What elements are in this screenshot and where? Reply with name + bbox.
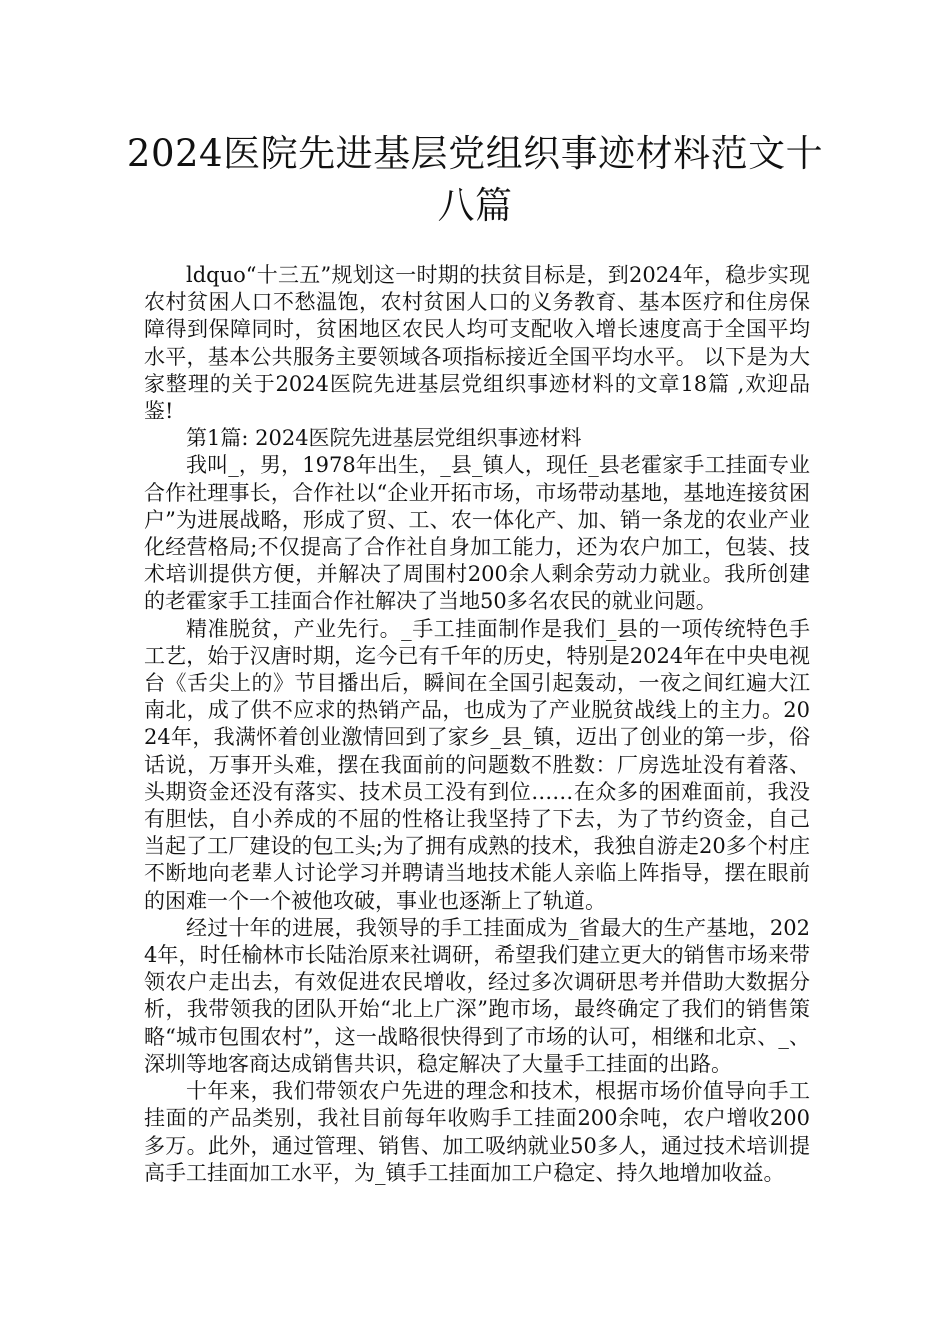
intro-paragraph: ldquo“十三五”规划这一时期的扶贫目标是，到2024年，稳步实现农村贫困人口不愁温饱，农村贫困人口的义务教育、基本医疗和住房保障得到保障同时，贫困地区农民人均可支配收入增长速度高于全国平均水平，基本公共服务主要领域各项指标接近全国平均水平。 以下是为大家整理的关于2024医院先进基层党组织事迹材料的文章18篇 ,欢迎品鉴! — [144, 263, 810, 424]
body-paragraph: 十年来，我们带领农户先进的理念和技术，根据市场价值导向手工挂面的产品类别，我社目前每年收购手工挂面200余吨，农户增收200多万。此外，通过管理、销售、加工吸纳就业50多人，通过技术培训提高手工挂面加工水平，为_镇手工挂面加工户稳定、持久地增加收益。 — [144, 1079, 810, 1185]
body-paragraph: 经过十年的进展，我领导的手工挂面成为_省最大的生产基地，2024年，时任榆林市长陆治原来社调研，希望我们建立更大的销售市场来带领农户走出去，有效促进农民增收，经过多次调研思考并借助大数据分析，我带领我的团队开始“北上广深”跑市场，最终确定了我们的销售策略“城市包围农村”，这一战略很快得到了市场的认可，相继和北京、_、深圳等地客商达成销售共识，稳定解决了大量手工挂面的出路。 — [144, 915, 810, 1076]
document-title: 2024医院先进基层党组织事迹材料范文十八篇 — [126, 132, 824, 227]
body-paragraph: 精准脱贫，产业先行。_手工挂面制作是我们_县的一项传统特色手工艺，始于汉唐时期，迄今已有千年的历史，特别是2024年在中央电视台《舌尖上的》节目播出后，瞬间在全国引起轰动，一夜之间红遍大江南北，成了供不应求的热销产品，也成为了产业脱贫战线上的主力。2024年，我满怀着创业激情回到了家乡_县_镇，迈出了创业的第一步，俗话说，万事开头难，摆在我面前的问题数不胜数：厂房选址没有着落、头期资金还没有落实、技术员工没有到位……在众多的困难面前，我没有胆怯，自小养成的不屈的性格让我坚持了下去，为了节约资金，自己当起了工厂建设的包工头;为了拥有成熟的技术，我独自游走20多个村庄不断地向老辈人讨论学习并聘请当地技术能人亲临上阵指导，摆在眼前的困难一个一个被他攻破，事业也逐渐上了轨道。 — [144, 616, 810, 913]
document-body — [144, 262, 810, 1187]
body-paragraph: 我叫_，男，1978年出生，_县_镇人，现任_县老霍家手工挂面专业合作社理事长，合作社以“企业开拓市场，市场带动基地，基地连接贫困户”为进展战略，形成了贸、工、农一体化产、加、销一条龙的农业产业化经营格局;不仅提高了合作社自身加工能力，还为农户加工，包装、技术培训提供方便，并解决了周围村200余人剩余劳动力就业。我所创建的老霍家手工挂面合作社解决了当地50多名农民的就业问题。 — [144, 453, 810, 614]
section-heading: 第1篇: 2024医院先进基层党组织事迹材料 — [186, 426, 582, 451]
